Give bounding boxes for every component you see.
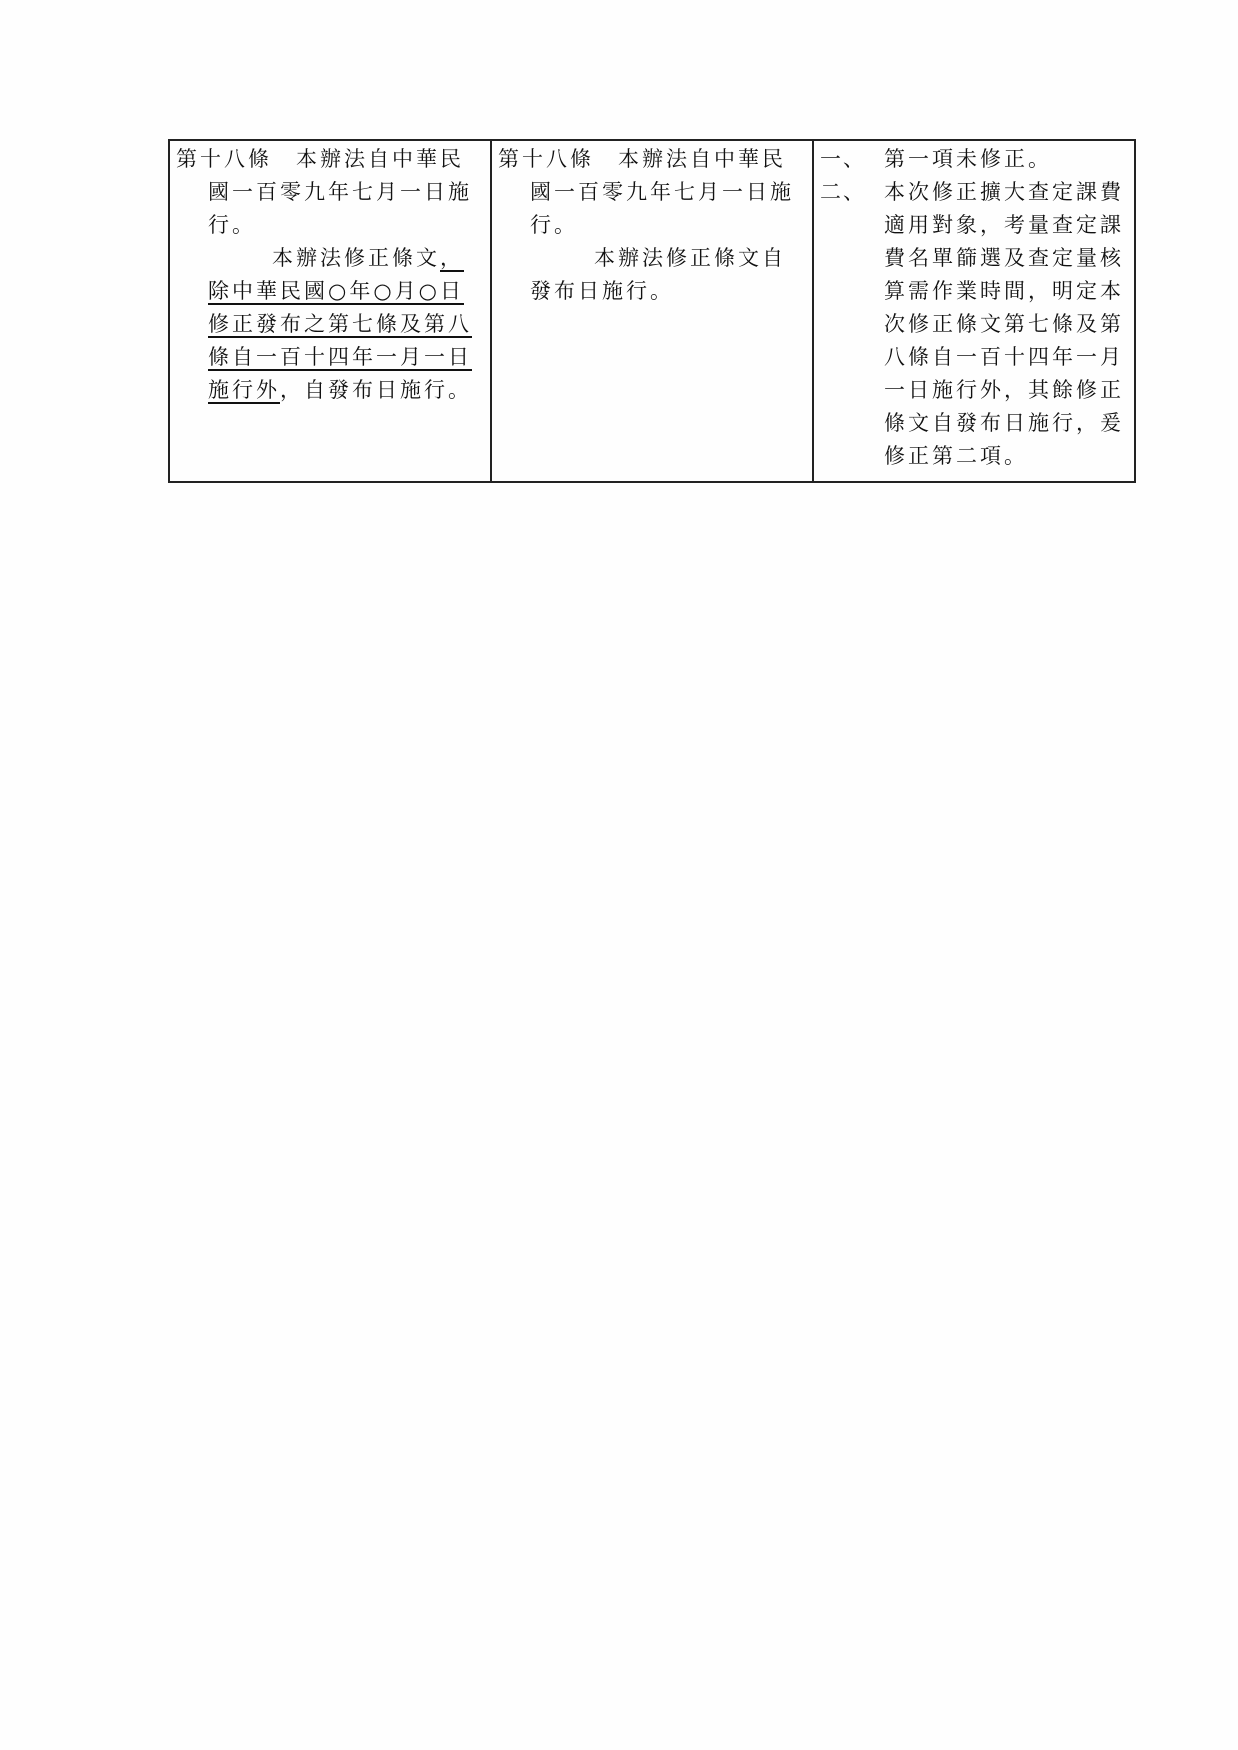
- amended-article-cell: [169, 140, 491, 482]
- table-row: [169, 140, 1135, 482]
- current-article-paragraph-2: 本辦法修正條文自發布日施行。: [530, 246, 786, 303]
- explanation-item-text: 第一項未修正。: [884, 147, 1052, 171]
- explanation-item-number: 二、: [820, 180, 866, 204]
- amended-p2-underlined-text: ，除中華民國○年○月○日修正發布之第七條及第八條自一百十四年一月一日施行外: [208, 246, 472, 402]
- amendment-comparison-table: [168, 139, 1136, 483]
- current-article-heading: 第十八條 本辦法自中華民國一百零九年七月一日施行。: [498, 147, 794, 237]
- amended-article-paragraph-2: [176, 242, 484, 407]
- explanation-item-text: 本次修正擴大查定課費適用對象，考量查定課費名單篩選及查定量核算需作業時間，明定本次修正條文第七條及第八條自一百十四年一月一日施行外，其餘修正條文自發布日施行，爰修正第二項。: [884, 180, 1124, 468]
- explanation-item: [820, 143, 1128, 176]
- amended-p2-suffix: ，自發布日施行。: [280, 378, 472, 402]
- amended-p2-prefix: 本辦法修正條文: [272, 246, 440, 270]
- explanation-item: [820, 176, 1128, 473]
- explanation-item-number: 一、: [820, 147, 866, 171]
- explanation-cell: [813, 140, 1135, 482]
- amended-article-heading: 第十八條 本辦法自中華民國一百零九年七月一日施行。: [176, 147, 472, 237]
- current-article-cell: [491, 140, 813, 482]
